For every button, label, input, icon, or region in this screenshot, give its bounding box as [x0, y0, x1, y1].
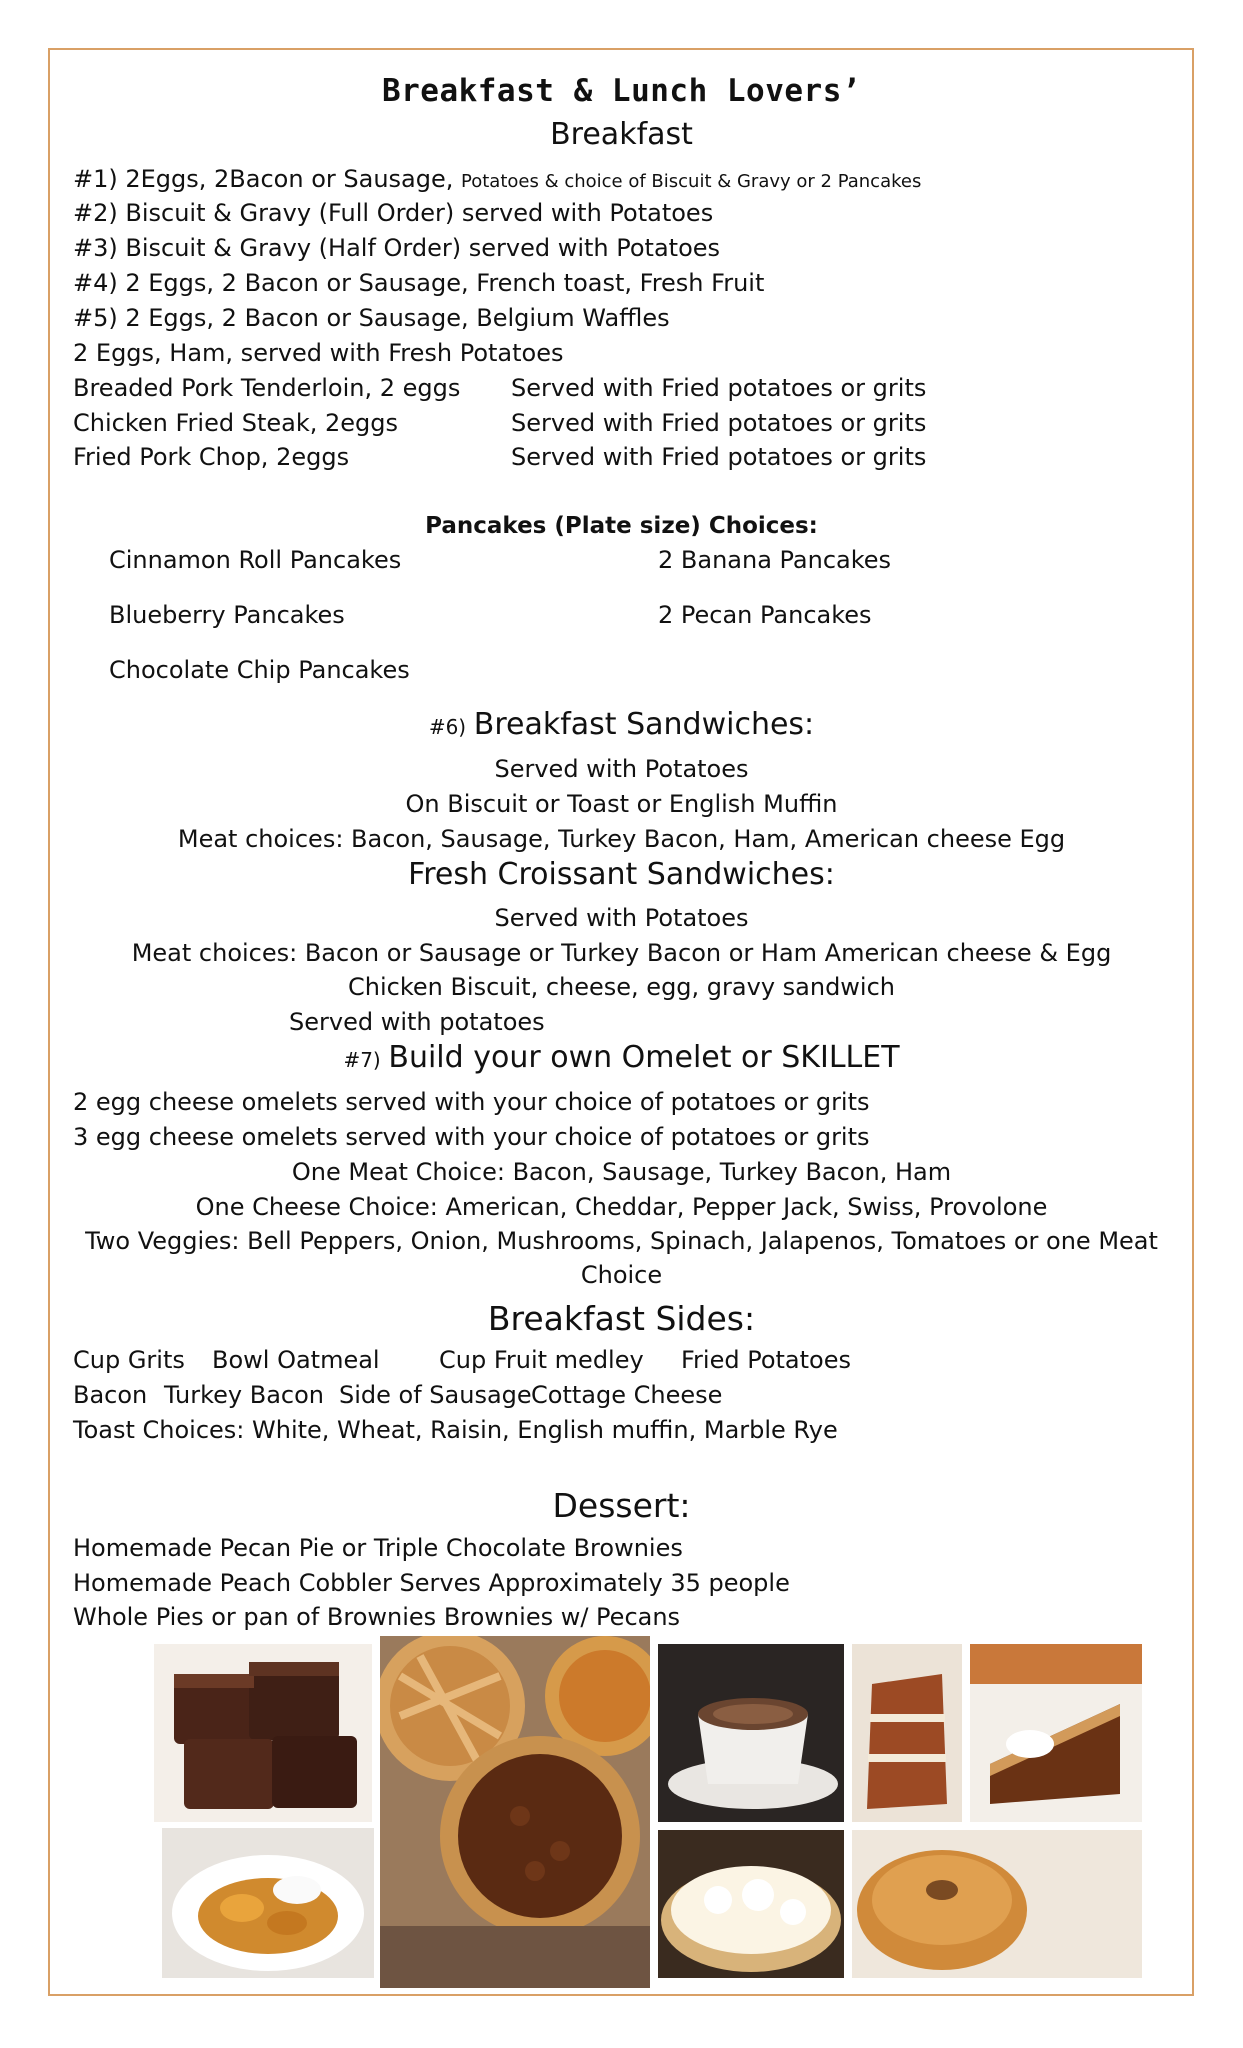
- side-turkey-bacon: Turkey Bacon: [164, 1381, 324, 1409]
- pancake-cinnamon: Cinnamon Roll Pancakes: [109, 546, 402, 574]
- sandwiches-meat: Meat choices: Bacon, Sausage, Turkey Bacon, Ham, American cheese Egg: [177, 825, 1066, 853]
- item-1-detail: Potatoes & choice of Biscuit & Gravy or 2 Pancakes: [461, 171, 922, 192]
- croissant-meat: Meat choices: Bacon or Sausage or Turkey Bacon or Ham American cheese & Egg: [131, 939, 1112, 967]
- omelet-two-egg: 2 egg cheese omelets served with your choice of potatoes or grits: [73, 1088, 870, 1116]
- brownies-photo: [154, 1644, 372, 1822]
- pork-tenderloin-item: Breaded Pork Tenderloin, 2 eggs: [73, 374, 461, 402]
- menu-title: Breakfast & Lunch Lovers’: [381, 73, 862, 109]
- dessert-line-1: Homemade Pecan Pie or Triple Chocolate Brownies: [73, 1534, 683, 1562]
- carrot-cake-image: [852, 1644, 962, 1822]
- omelet-meat-choice: One Meat Choice: Bacon, Sausage, Turkey Bacon, Ham: [291, 1158, 952, 1186]
- brownies-image: [154, 1644, 372, 1822]
- sandwiches-heading: [0, 707, 1243, 742]
- dessert-photo-collage: [154, 1636, 1144, 1988]
- sandwiches-title: Breakfast Sandwiches:: [473, 707, 815, 742]
- pies-photo: [380, 1636, 650, 1988]
- fried-pork-chop-item: Fried Pork Chop, 2eggs: [73, 443, 350, 471]
- breakfast-item-5: #5) 2 Eggs, 2 Bacon or Sausage, Belgium Waffles: [73, 304, 670, 332]
- pecan-slice-image: [970, 1644, 1142, 1822]
- carrot-cake-photo: [852, 1644, 962, 1822]
- pancake-pecan: 2 Pecan Pancakes: [658, 601, 872, 629]
- omelet-heading: [0, 1040, 1243, 1075]
- omelet-veggies-cont: Choice: [580, 1261, 663, 1289]
- sides-heading: Breakfast Sides:: [487, 1299, 756, 1338]
- pecan-slice-photo: [970, 1644, 1142, 1822]
- sandwiches-bread: On Biscuit or Toast or English Muffin: [405, 790, 838, 818]
- dessert-line-3: Whole Pies or pan of Brownies Brownies w/ Pecans: [73, 1603, 681, 1631]
- cappuccino-photo: [658, 1644, 844, 1822]
- omelet-title: Build your own Omelet or SKILLET: [388, 1040, 900, 1075]
- sandwiches-served: Served with Potatoes: [494, 755, 749, 783]
- chicken-fried-steak-item: Chicken Fried Steak, 2eggs: [73, 409, 398, 437]
- item-1-main: #1) 2Eggs, 2Bacon or Sausage,: [73, 165, 454, 193]
- cream-pie-photo: [658, 1830, 844, 1978]
- side-cottage-cheese: Cottage Cheese: [531, 1381, 723, 1409]
- omelet-number: #7): [343, 1048, 381, 1072]
- side-fruit: Cup Fruit medley: [439, 1346, 644, 1374]
- peach-cobbler-image: [162, 1828, 374, 1978]
- pies-image: [380, 1636, 650, 1988]
- croissant-served: Served with Potatoes: [494, 904, 749, 932]
- side-bacon: Bacon: [73, 1381, 148, 1409]
- bundt-cake-photo: [852, 1830, 1142, 1978]
- breakfast-item-4: #4) 2 Eggs, 2 Bacon or Sausage, French toast, Fresh Fruit: [73, 269, 765, 297]
- breakfast-heading: Breakfast: [550, 117, 693, 152]
- side-grits: Cup Grits: [73, 1346, 185, 1374]
- omelet-three-egg: 3 egg cheese omelets served with your choice of potatoes or grits: [73, 1123, 870, 1151]
- omelet-veggies: Two Veggies: Bell Peppers, Onion, Mushrooms, Spinach, Jalapenos, Tomatoes or one Meat: [85, 1227, 1158, 1255]
- side-potatoes: Fried Potatoes: [681, 1346, 852, 1374]
- pancake-chocolate: Chocolate Chip Pancakes: [109, 656, 410, 684]
- breakfast-item-3: #3) Biscuit & Gravy (Half Order) served with Potatoes: [73, 234, 721, 262]
- chicken-biscuit: Chicken Biscuit, cheese, egg, gravy sandwich: [347, 973, 896, 1001]
- chicken-fried-steak-served: Served with Fried potatoes or grits: [511, 409, 927, 437]
- cream-pie-image: [658, 1830, 844, 1978]
- omelet-cheese-choice: One Cheese Choice: American, Cheddar, Pepper Jack, Swiss, Provolone: [195, 1193, 1048, 1221]
- side-sausage: Side of Sausage: [339, 1381, 532, 1409]
- dessert-heading: Dessert:: [552, 1486, 691, 1525]
- pork-tenderloin-served: Served with Fried potatoes or grits: [511, 374, 927, 402]
- breakfast-item-1: [73, 164, 921, 197]
- breakfast-item-2: #2) Biscuit & Gravy (Full Order) served with Potatoes: [73, 199, 714, 227]
- dessert-line-2: Homemade Peach Cobbler Serves Approximately 35 people: [73, 1569, 790, 1597]
- fried-pork-chop-served: Served with Fried potatoes or grits: [511, 443, 927, 471]
- sandwiches-number: #6): [428, 715, 467, 739]
- breakfast-item-ham: 2 Eggs, Ham, served with Fresh Potatoes: [73, 339, 564, 367]
- cappuccino-image: [658, 1644, 844, 1822]
- croissant-heading: Fresh Croissant Sandwiches:: [408, 857, 835, 892]
- pancake-blueberry: Blueberry Pancakes: [109, 601, 345, 629]
- side-oatmeal: Bowl Oatmeal: [212, 1346, 380, 1374]
- pancake-banana: 2 Banana Pancakes: [658, 546, 892, 574]
- peach-cobbler-photo: [162, 1828, 374, 1978]
- toast-choices: Toast Choices: White, Wheat, Raisin, English muffin, Marble Rye: [73, 1416, 838, 1444]
- pancakes-heading: Pancakes (Plate size) Choices:: [425, 513, 818, 539]
- bundt-cake-image: [852, 1830, 1142, 1978]
- chicken-biscuit-served: Served with potatoes: [289, 1008, 545, 1036]
